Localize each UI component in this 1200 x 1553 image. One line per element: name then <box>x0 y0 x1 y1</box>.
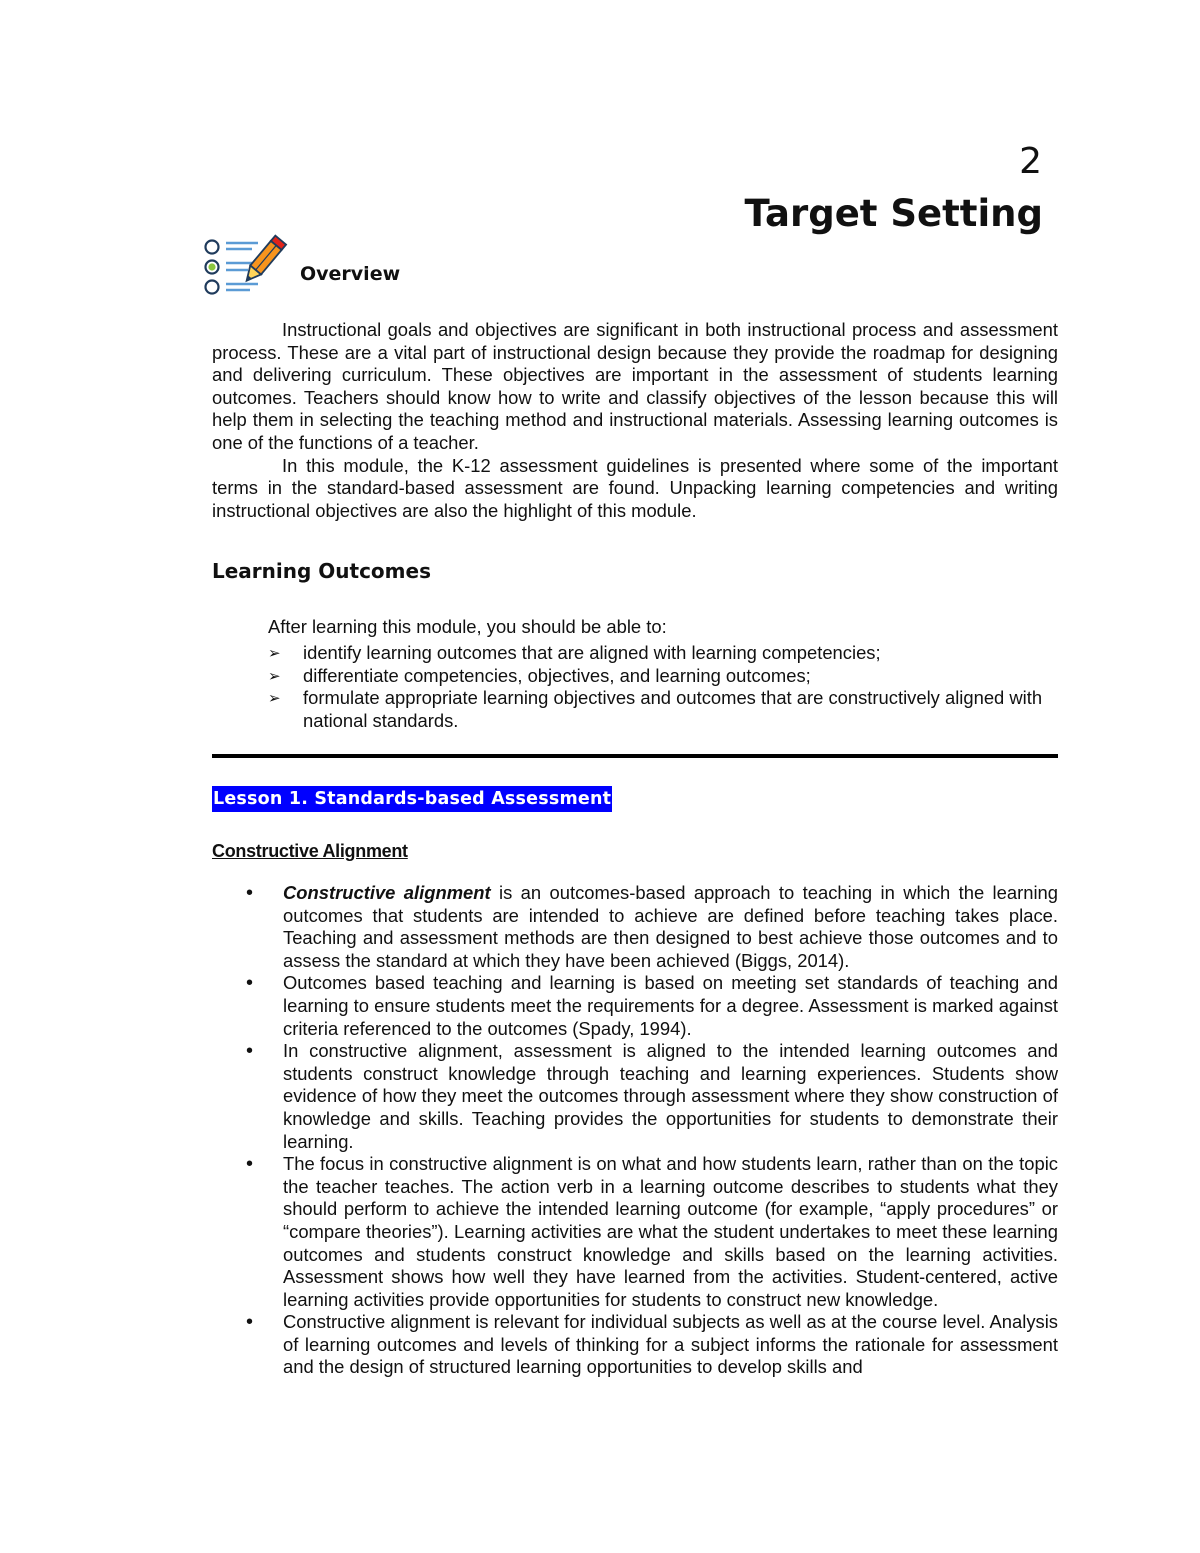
list-item-text: is an outcomes-based approach to teaching in which the learning outcomes that students are intended to achieve are defined before teaching takes place. Teaching and assessment methods are then designed to best achieve those outcomes and to assess the standard at which they have been achieved (Biggs, 2014). <box>283 882 1058 971</box>
list-item-text: differentiate competencies, objectives, and learning outcomes; <box>303 664 811 686</box>
list-item <box>268 665 1058 688</box>
bullet-dot-icon: • <box>246 1311 254 1334</box>
list-item-text: The focus in constructive alignment is on what and how students learn, rather than on the topic the teacher teaches. The action verb in a learning outcome describes to students what they should perform to achieve the intended learning outcome (for example, “apply procedures” or “compare theories”). Learning activities are what the student undertakes to meet these learning outcomes and students construct knowledge and skills based on the learning activities. Assessment shows how well they have learned from the activities. Student-centered, active learning activities provide opportunities for students to construct new knowledge. <box>283 1153 1058 1310</box>
bullet-dot-icon: • <box>246 1153 254 1176</box>
overview-heading: Overview <box>300 263 401 285</box>
bullet-dot-icon: • <box>246 1040 254 1063</box>
chapter-title: Target Setting <box>744 192 1043 235</box>
section-divider <box>212 754 1058 758</box>
learning-outcomes-intro: After learning this module, you should be able to: <box>268 616 667 637</box>
overview-body <box>212 319 1058 522</box>
bullet-dot-icon: • <box>246 882 254 904</box>
chapter-number: 2 <box>1019 141 1042 182</box>
list-item-text: identify learning outcomes that are aligned with learning competencies; <box>303 642 881 663</box>
list-item <box>246 1153 1058 1311</box>
constructive-alignment-list <box>246 882 1058 1379</box>
overview-paragraph: Instructional goals and objectives are significant in both instructional process and assessment process. These are a vital part of instructional design because they provide the roadmap for designing and delivering curriculum. These objectives are important in the assessment of students learning outcomes. Teachers should know how to write and classify objectives of the lesson because this will help them in selecting the teaching method and instructional materials. Assessing learning outcomes is one of the functions of a teacher. <box>212 319 1058 453</box>
checklist-pencil-icon <box>202 234 288 300</box>
list-item-text: Outcomes based teaching and learning is based on meeting set standards of teaching and learning to ensure students meet the requirements for a degree. Assessment is marked against criteria referenced to the outcomes (Spady, 1994). <box>283 972 1058 1039</box>
list-item-text: formulate appropriate learning objectives and outcomes that are constructively aligned with national standards. <box>303 687 1043 731</box>
learning-outcomes-heading: Learning Outcomes <box>212 559 431 583</box>
arrow-bullet-icon: ➢ <box>268 666 281 685</box>
lesson-heading: Lesson 1. Standards-based Assessment <box>212 786 612 812</box>
list-item <box>246 972 1058 1040</box>
list-item-text: Constructive alignment is relevant for individual subjects as well as at the course level. Analysis of learning outcomes and levels of thinking for a subject informs the rationale for assessment and the design of structured learning opportunities to develop skills and <box>283 1311 1058 1378</box>
list-item <box>246 1040 1058 1153</box>
constructive-alignment-subheading: Constructive Alignment <box>212 841 408 861</box>
learning-outcomes-list <box>268 642 1058 732</box>
arrow-bullet-icon: ➢ <box>268 644 281 662</box>
checklist-circle-icon <box>206 281 219 294</box>
key-term: Constructive alignment <box>283 882 491 903</box>
list-item <box>268 687 1058 732</box>
list-item <box>246 882 1058 972</box>
arrow-bullet-icon: ➢ <box>268 689 281 708</box>
list-item <box>268 642 1058 665</box>
checklist-circle-icon <box>206 241 219 254</box>
list-item <box>246 1311 1058 1379</box>
list-item-text: In constructive alignment, assessment is aligned to the intended learning outcomes and students construct knowledge through teaching and learning experiences. Students show evidence of how they meet the outcomes through assessment where they show construction of knowledge and skills. Teaching provides the opportunities for students to demonstrate their learning. <box>283 1040 1058 1152</box>
overview-paragraph: In this module, the K-12 assessment guidelines is presented where some of the important terms in the standard-based assessment are found. Unpacking learning competencies and writing instructional objectives are also the highlight of this module. <box>212 454 1058 521</box>
bullet-dot-icon: • <box>246 972 254 995</box>
